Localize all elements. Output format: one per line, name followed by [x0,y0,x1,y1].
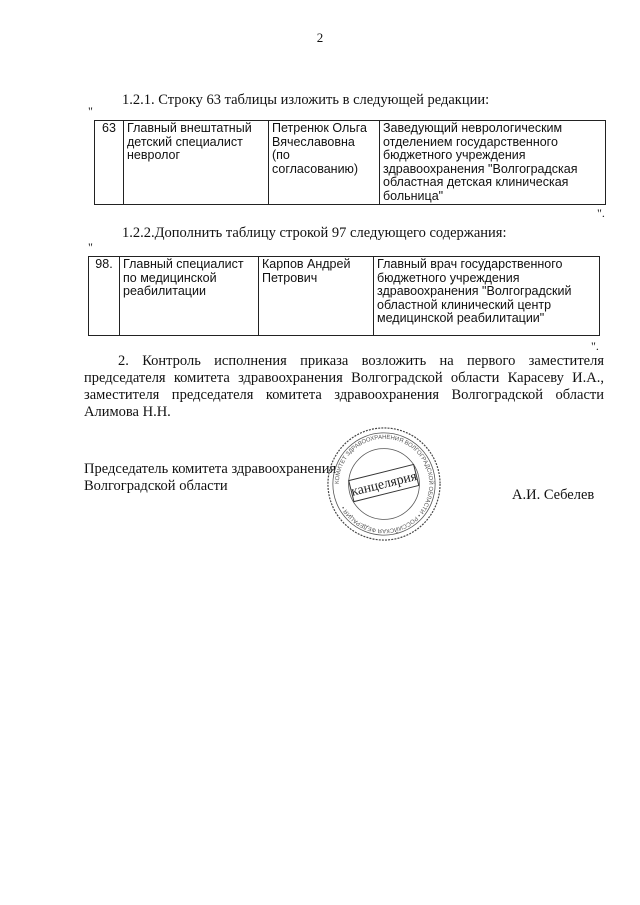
stamp-ring-text: КОМИТЕТ ЗДРАВООХРАНЕНИЯ ВОЛГОГРАДСКОЙ ОБЛАСТИ • РОССИЙСКАЯ ФЕДЕРАЦИЯ • [334,434,434,534]
item-2-paragraph: 2. Контроль исполнения приказа возложить на первого заместителя председателя комитета здравоохранения Волгоградской области Карасеву И.А., заместителя председателя комитета здравоохранения Волгоградской области Алимова Н.Н. [84,353,604,420]
row-number: 63 [95,121,124,205]
table-row [95,121,606,205]
person-cell: Петренюк Ольга Вячеславовна (по согласованию) [269,121,380,205]
open-quote: " [88,240,93,254]
workplace-cell: Заведующий неврологическим отделением государственного бюджетного учреждения здравоохранения "Волгоградская областная детская клиническая больница" [380,121,606,205]
item-1-2-2-heading: 1.2.2.Дополнить таблицу строкой 97 следующего содержания: [122,225,507,241]
table-row-63 [94,120,606,205]
position-cell: Главный внештатный детский специалист невролог [124,121,269,205]
office-stamp [325,425,443,543]
signature-title-line2: Волгоградской области [84,478,228,494]
page-number: 2 [316,30,324,45]
row-number: 98. [89,257,120,336]
close-quote: ". [597,206,605,220]
position-cell: Главный специалист по медицинской реабилитации [120,257,259,336]
close-quote: ". [591,339,599,353]
signatory-name: А.И. Себелев [512,487,595,503]
stamp-center-text: канцелярия [349,468,419,499]
signature-title-line1: Председатель комитета здравоохранения [84,461,337,477]
open-quote: " [88,104,93,118]
table-row-98 [88,256,600,336]
workplace-cell: Главный врач государственного бюджетного учреждения здравоохранения "Волгоградский областной клинический центр медицинской реабилитации" [374,257,600,336]
table-row [89,257,600,336]
person-cell: Карпов Андрей Петрович [259,257,374,336]
item-1-2-1-heading: 1.2.1. Строку 63 таблицы изложить в следующей редакции: [122,92,490,108]
signature-title [84,461,336,495]
